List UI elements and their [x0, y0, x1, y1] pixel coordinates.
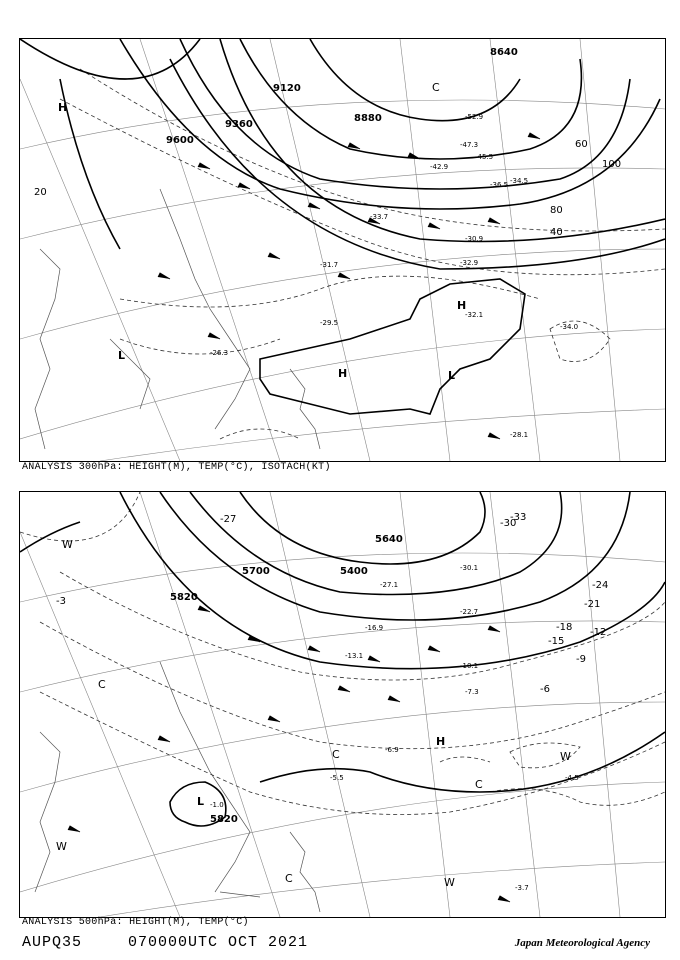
isotach-label: 40: [550, 227, 563, 238]
temp-value: -34.5: [510, 177, 529, 185]
wind-barbs: [68, 606, 510, 902]
pressure-center: H: [436, 735, 446, 748]
pressure-center: L: [197, 795, 205, 808]
height-label: 5820: [170, 592, 198, 603]
wind-barbs: [158, 133, 540, 439]
isotherm-label: -18: [556, 622, 573, 633]
temp-value: -16.9: [365, 624, 384, 632]
isotach-label: 60: [575, 139, 588, 150]
height-label: 5700: [242, 566, 270, 577]
temp-value: -47.3: [460, 141, 479, 149]
isotherm-label: -9: [576, 654, 586, 665]
temp-value: -6.9: [385, 746, 399, 754]
pressure-center: H: [58, 101, 68, 114]
height-label: 9600: [166, 135, 194, 146]
temp-value: -4.5: [565, 774, 579, 782]
height-label: 8640: [490, 47, 518, 58]
temp-value: -13.1: [345, 652, 364, 660]
pressure-center: C: [285, 872, 293, 885]
height-label: 5820: [210, 814, 238, 825]
pressure-center: L: [118, 349, 126, 362]
agency-name: Japan Meteorological Agency: [514, 937, 650, 949]
isotach-label: 20: [34, 187, 47, 198]
pressure-center: W: [444, 876, 455, 889]
temp-value: -45.5: [475, 153, 494, 161]
isotherm-label: -33: [510, 512, 527, 523]
chart-panel-500hpa: [19, 491, 666, 918]
graticule: [20, 39, 665, 461]
height-contours: [20, 39, 665, 414]
temp-value: -31.7: [320, 261, 339, 269]
height-label: 8880: [354, 113, 382, 124]
pressure-center: W: [62, 538, 73, 551]
isotherm-label: -3: [56, 596, 66, 607]
valid-time: 070000UTC OCT 2021: [128, 934, 309, 951]
chart-id: AUPQ35: [22, 934, 83, 951]
temp-value: -29.5: [320, 319, 339, 327]
isotherms: [20, 492, 665, 815]
graticule: [20, 492, 665, 917]
map-500hpa: [20, 492, 665, 917]
isotherm-label: -12: [590, 627, 607, 638]
height-label: 9360: [225, 119, 253, 130]
temp-value: -36.5: [490, 181, 509, 189]
isotach-label: 80: [550, 205, 563, 216]
pressure-center: H: [338, 367, 348, 380]
isotherm-label: -21: [584, 599, 601, 610]
temp-value: -10.1: [460, 662, 479, 670]
pressure-center: W: [56, 840, 67, 853]
temp-value: -30.9: [465, 235, 484, 243]
height-label: 5400: [340, 566, 368, 577]
chart-panel-300hpa: [19, 38, 666, 462]
height-label: 5640: [375, 534, 403, 545]
isotherm-label: -30: [500, 518, 517, 529]
pressure-center: L: [448, 369, 456, 382]
isotherm-label: -6: [540, 684, 550, 695]
pressure-center: C: [432, 81, 440, 94]
isotherm-label: -15: [548, 636, 565, 647]
pressure-center: C: [98, 678, 106, 691]
temp-value: -33.7: [370, 213, 389, 221]
temp-value: -5.5: [330, 774, 344, 782]
temp-value: -7.3: [465, 688, 479, 696]
pressure-center: C: [475, 778, 483, 791]
temp-value: -42.9: [430, 163, 449, 171]
temp-value: -26.3: [210, 349, 229, 357]
isotach-label: 100: [602, 159, 622, 170]
temp-value: -32.1: [465, 311, 484, 319]
panel-caption-300hpa: ANALYSIS 300hPa: HEIGHT(M), TEMP(°C), ISOTACH(KT): [22, 462, 331, 473]
coastlines: [35, 662, 320, 912]
isotherm-label: -24: [592, 580, 609, 591]
temp-value: -30.1: [460, 564, 479, 572]
temp-value: -27.1: [380, 581, 399, 589]
panel-caption-500hpa: ANALYSIS 500hPa: HEIGHT(M), TEMP(°C): [22, 917, 249, 928]
map-300hpa: [20, 39, 665, 461]
pressure-center: W: [560, 750, 571, 763]
temp-value: -3.7: [515, 884, 529, 892]
temp-value: -52.9: [465, 113, 484, 121]
isotherm-label: -27: [220, 514, 237, 525]
temp-value: -32.9: [460, 259, 479, 267]
temp-value: -1.0: [210, 801, 224, 809]
temp-value: -34.0: [560, 323, 579, 331]
temp-value: -28.1: [510, 431, 529, 439]
pressure-center: H: [457, 299, 467, 312]
temp-value: -22.7: [460, 608, 479, 616]
isotherms: [60, 69, 665, 439]
coastlines: [35, 189, 320, 449]
height-label: 9120: [273, 83, 301, 94]
pressure-center: C: [332, 748, 340, 761]
